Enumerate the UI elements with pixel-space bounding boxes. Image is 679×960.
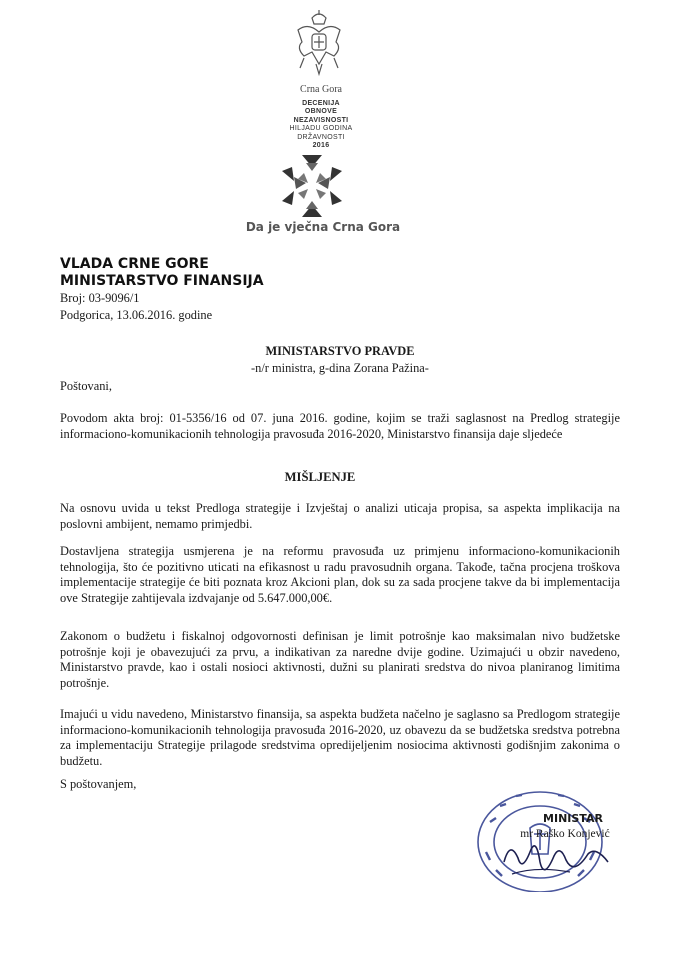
decade-line: OBNOVE <box>304 108 338 116</box>
closing-salutation: S poštovanjem, <box>60 777 137 791</box>
signatory-name: mr Raško Konjević <box>520 828 610 840</box>
decade-line: HILJADU GODINA <box>289 125 353 133</box>
signatory-title: MINISTAR <box>543 812 603 825</box>
decade-line: 2016 <box>312 142 330 150</box>
body-paragraph-5: Imajući u vidu navedeno, Ministarstvo finansija, sa aspekta budžeta načelno je saglasno sa Predlogom strategije informaciono-komunikacionih tehnologija pravosuđa 2016-2020, uz obavezu da se budžetska sredstva potrebna za implementaciju Strategije prilagode sredstvima opredijeljenim nosiocima aktivnosti godišnjim zakonima o budžetu. <box>60 707 620 768</box>
body-paragraph-1: Povodom akta broj: 01-5356/16 od 07. juna 2016. godine, kojim se traži saglasnost na Predlog strategije informaciono-komunikacionih tehnologija pravosuđa 2016-2020, Ministarstvo finansija daje sljedeće <box>60 411 620 441</box>
government-name: VLADA CRNE GORE <box>60 256 209 272</box>
recipient-block <box>200 343 480 377</box>
document-number: Broj: 03-9096/1 <box>60 291 140 305</box>
slogan: Da je vječna Crna Gora <box>245 220 401 234</box>
body-paragraph-4: Zakonom o budžetu i fiskalnoj odgovornosti definisan je limit potrošnje kao maksimalan nivo budžetske potrošnje koji je obavezujući za prvu, a indikativan za naredne dvije godine. Uzimajući u obzir navedeno, Ministarstvo pravde, kao i ostali nosioci aktivnosti, dužni su planirati sredstva do nivoa planiranog limitima potrošnje. <box>60 629 620 690</box>
ministry-name: MINISTARSTVO FINANSIJA <box>60 273 264 289</box>
anniversary-logo-icon <box>280 153 344 219</box>
decade-line: NEZAVISNOSTI <box>293 116 349 124</box>
recipient-attention: -n/r ministra, g-dina Zorana Pažina- <box>251 361 429 375</box>
body-paragraph-2: Na osnovu uvida u tekst Predloga strategije i Izvještaj o analizi uticaja propisa, sa aspekta implikacija na poslovni ambijent, nemamo primjedbi. <box>60 501 620 531</box>
opinion-heading: MIŠLJENJE <box>284 470 356 484</box>
place-date: Podgorica, 13.06.2016. godine <box>60 308 213 322</box>
coat-of-arms-emblem <box>290 8 348 82</box>
greeting: Poštovani, <box>60 379 112 393</box>
decade-line: DECENIJA <box>302 100 340 107</box>
body-paragraph-3: Dostavljena strategija usmjerena je na reformu pravosuđa uz primjenu informaciono-komunikacionih tehnologija, što će pozitivno uticati na efikasnost u radu pravosudnih organa. Takođe, tačna procjena troškova implementacije strategije će biti poznata kroz Akcioni plan, dok su za sada procjene takve da bi implementacija ove Strategije zahtijevala izdvajanje od 5.647.000,00€. <box>60 544 620 605</box>
anniversary-text <box>276 100 366 150</box>
recipient-title: MINISTARSTVO PRAVDE <box>265 344 415 358</box>
country-caption: Crna Gora <box>300 84 342 95</box>
decade-line: DRŽAVNOSTI <box>297 133 345 141</box>
